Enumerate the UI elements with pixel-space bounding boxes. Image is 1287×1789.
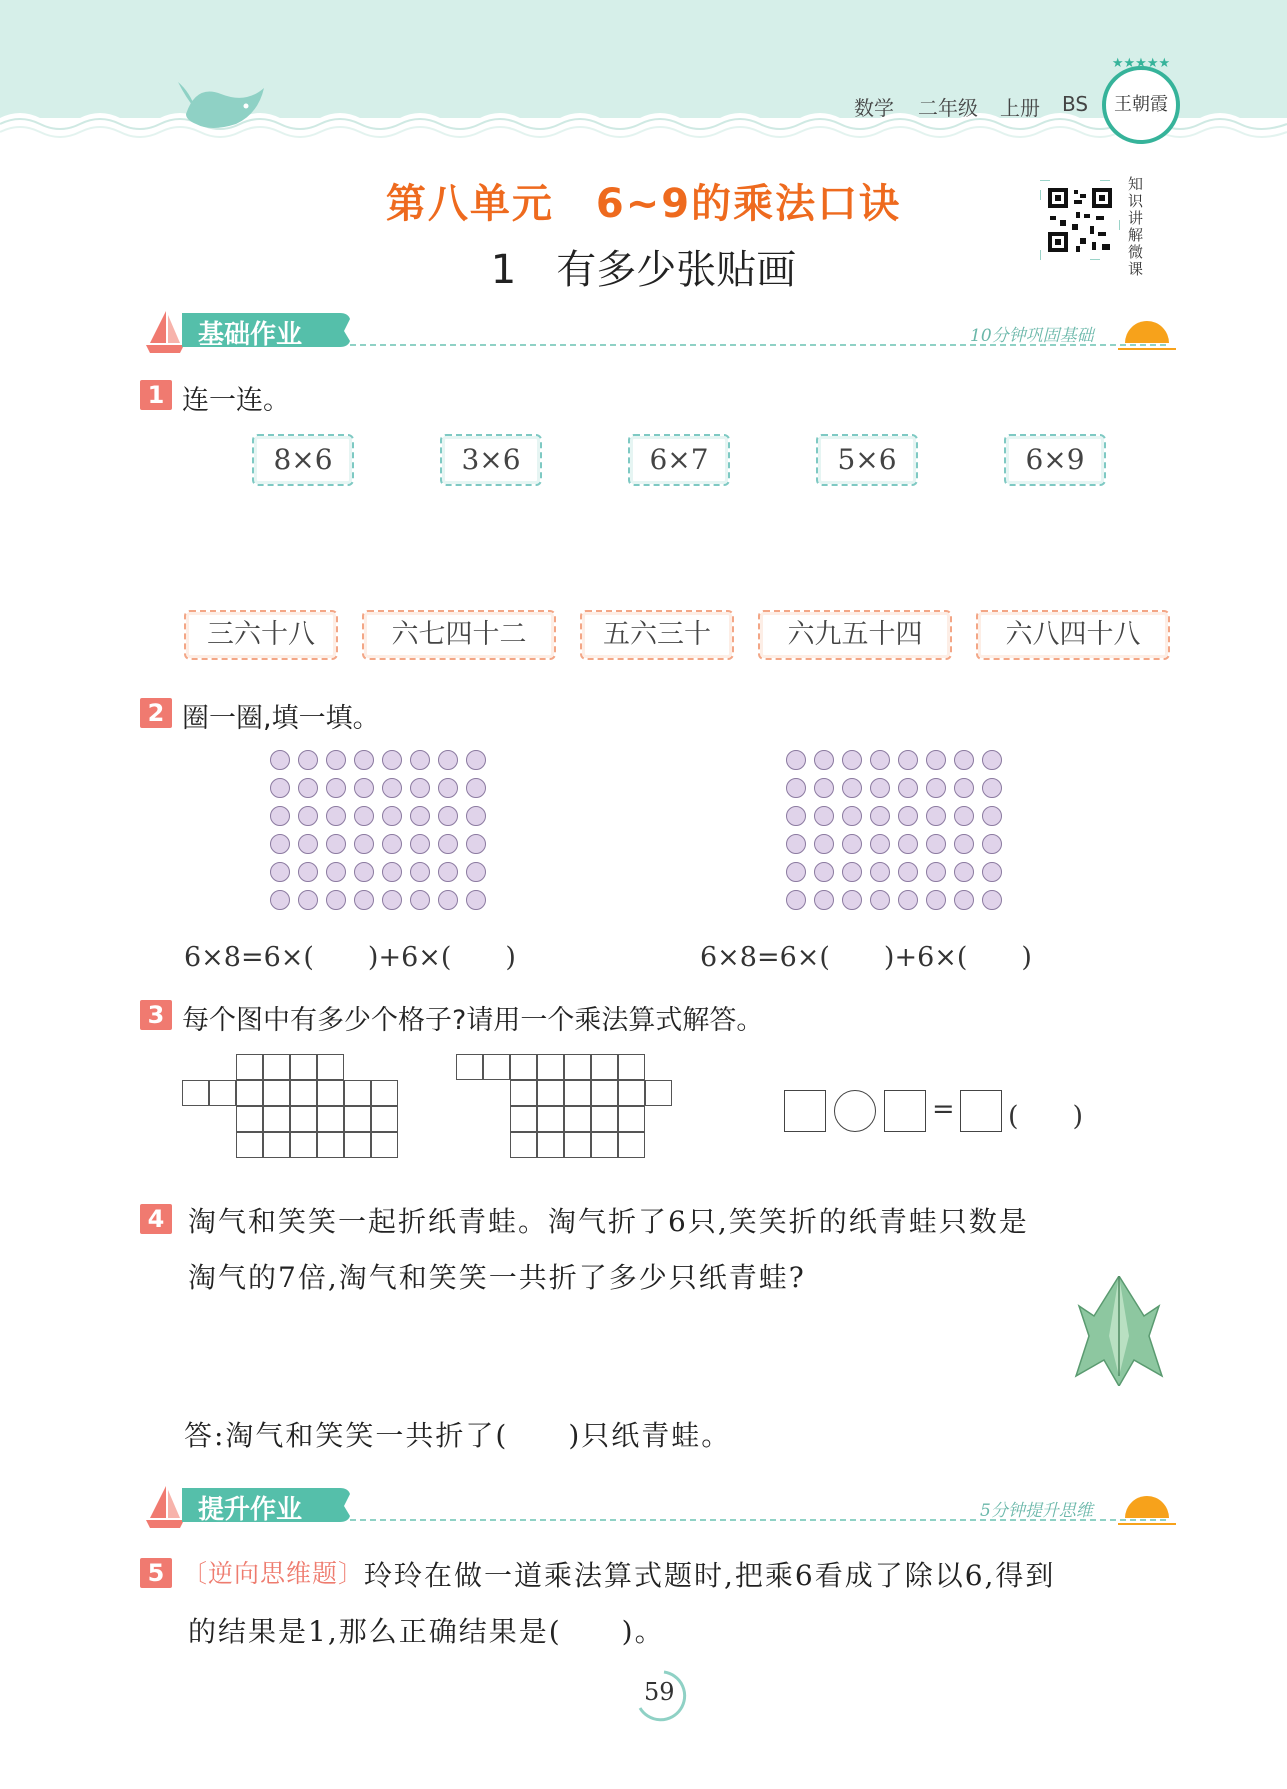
dot xyxy=(354,862,374,882)
q1-top-item[interactable]: 3×6 xyxy=(440,434,542,486)
q3-answer-box[interactable] xyxy=(960,1090,1002,1132)
grid-cell xyxy=(290,1132,317,1158)
q4-text-line2: 淘气的7倍,淘气和笑笑一共折了多少只纸青蛙? xyxy=(188,1261,806,1294)
q2-dot-array-right[interactable] xyxy=(786,750,1002,910)
dot xyxy=(870,806,890,826)
grid-cell xyxy=(236,1106,263,1132)
dot xyxy=(438,834,458,854)
dot xyxy=(926,778,946,798)
dot xyxy=(954,862,974,882)
header-edition: BS xyxy=(1062,92,1089,116)
q1-bottom-item[interactable]: 五六三十 xyxy=(580,610,734,660)
grid-cell xyxy=(371,1132,398,1158)
dot xyxy=(870,862,890,882)
grid-cell xyxy=(510,1054,537,1080)
dot xyxy=(870,750,890,770)
grid-cell xyxy=(317,1132,344,1158)
dot xyxy=(842,834,862,854)
q3-answer-box[interactable] xyxy=(884,1090,926,1132)
dot xyxy=(466,834,486,854)
q1-bottom-item[interactable]: 六八四十八 xyxy=(976,610,1170,660)
dot xyxy=(410,862,430,882)
dot xyxy=(438,750,458,770)
grid-cell xyxy=(344,1080,371,1106)
dot xyxy=(814,750,834,770)
dot xyxy=(982,750,1002,770)
grid-cell xyxy=(263,1132,290,1158)
star-icons: ★★★★★ xyxy=(1111,56,1171,71)
q1-prompt: 连一连。 xyxy=(182,385,290,416)
dot xyxy=(842,778,862,798)
grid-cell xyxy=(564,1080,591,1106)
brand-logo xyxy=(1102,56,1180,144)
grid-cell xyxy=(483,1054,510,1080)
section-advanced-label: 提升作业 xyxy=(198,1495,303,1525)
q1-top-item[interactable]: 6×7 xyxy=(628,434,730,486)
dot xyxy=(954,750,974,770)
dot xyxy=(382,834,402,854)
section-advanced-tip: 5分钟提升思维 xyxy=(980,1501,1093,1521)
grid-cell xyxy=(564,1132,591,1158)
dot xyxy=(870,778,890,798)
q3-prompt: 每个图中有多少个格子?请用一个乘法算式解答。 xyxy=(182,1005,764,1036)
grid-cell xyxy=(182,1080,209,1106)
dot xyxy=(786,834,806,854)
grid-cell xyxy=(618,1080,645,1106)
dot xyxy=(438,862,458,882)
grid-cell xyxy=(645,1080,672,1106)
q3-unit-blank[interactable]: ( ) xyxy=(1008,1101,1084,1132)
dot xyxy=(382,862,402,882)
grid-cell xyxy=(618,1054,645,1080)
dot xyxy=(382,890,402,910)
dot xyxy=(466,750,486,770)
dot xyxy=(814,834,834,854)
dot xyxy=(926,806,946,826)
dot xyxy=(954,834,974,854)
q2-number: 2 xyxy=(140,698,172,728)
grid-cell xyxy=(344,1132,371,1158)
section-advanced-bar xyxy=(140,1480,1180,1530)
grid-cell xyxy=(209,1080,236,1106)
q4-number: 4 xyxy=(140,1204,172,1234)
grid-cell xyxy=(344,1106,371,1132)
dot xyxy=(466,806,486,826)
grid-cell xyxy=(236,1080,263,1106)
grid-cell xyxy=(618,1132,645,1158)
grid-cell xyxy=(564,1106,591,1132)
grid-cell xyxy=(263,1080,290,1106)
dot xyxy=(842,862,862,882)
dot xyxy=(814,778,834,798)
dot xyxy=(954,890,974,910)
dot xyxy=(898,778,918,798)
qr-caption: 知识讲解微课 xyxy=(1128,175,1144,278)
dot xyxy=(982,778,1002,798)
q1-bottom-item[interactable]: 六九五十四 xyxy=(758,610,952,660)
grid-cell xyxy=(510,1132,537,1158)
grid-cell xyxy=(371,1080,398,1106)
q5-text-line2[interactable]: 的结果是1,那么正确结果是( )。 xyxy=(188,1615,665,1648)
dot xyxy=(354,806,374,826)
header-volume: 上册 xyxy=(1000,96,1040,120)
header-grade: 二年级 xyxy=(918,96,978,120)
dot xyxy=(326,834,346,854)
q1-top-item[interactable]: 5×6 xyxy=(816,434,918,486)
grid-cell xyxy=(317,1054,344,1080)
grid-cell xyxy=(236,1132,263,1158)
grid-cell xyxy=(263,1054,290,1080)
dot xyxy=(982,862,1002,882)
grid-cell xyxy=(564,1054,591,1080)
dot xyxy=(870,834,890,854)
q4-answer[interactable]: 答:淘气和笑笑一共折了( )只纸青蛙。 xyxy=(184,1419,732,1452)
paper-frog-image xyxy=(1074,1276,1164,1386)
grid-cell xyxy=(618,1106,645,1132)
dot xyxy=(410,778,430,798)
grid-cell xyxy=(591,1080,618,1106)
section-basic-tip: 10分钟巩固基础 xyxy=(970,326,1094,346)
dot xyxy=(298,862,318,882)
q3-answer-template xyxy=(784,1090,1114,1136)
q4-text-line1: 淘气和笑笑一起折纸青蛙。淘气折了6只,笑笑折的纸青蛙只数是 xyxy=(188,1205,1029,1238)
grid-cell xyxy=(591,1054,618,1080)
q3-grid-figure-2 xyxy=(456,1054,686,1172)
dot xyxy=(814,806,834,826)
page-number: 59 xyxy=(644,1678,675,1706)
dot xyxy=(410,806,430,826)
dot xyxy=(438,890,458,910)
dot xyxy=(982,834,1002,854)
dot xyxy=(926,890,946,910)
dot xyxy=(326,862,346,882)
dot xyxy=(786,778,806,798)
qr-code xyxy=(1040,180,1120,260)
q1-top-item[interactable]: 6×9 xyxy=(1004,434,1106,486)
dot xyxy=(786,890,806,910)
dot xyxy=(354,890,374,910)
dot xyxy=(298,778,318,798)
grid-cell xyxy=(591,1132,618,1158)
dot xyxy=(382,778,402,798)
dot xyxy=(870,890,890,910)
lesson-title: 1 有多少张贴画 xyxy=(490,247,797,293)
grid-cell xyxy=(290,1106,317,1132)
q5-number: 5 xyxy=(140,1558,172,1588)
dot xyxy=(926,750,946,770)
grid-cell xyxy=(371,1106,398,1132)
grid-cell xyxy=(317,1106,344,1132)
dot xyxy=(410,834,430,854)
dot xyxy=(298,890,318,910)
q1-bottom-item[interactable]: 三六十八 xyxy=(184,610,338,660)
dot xyxy=(298,834,318,854)
dot xyxy=(270,750,290,770)
grid-cell xyxy=(263,1106,290,1132)
grid-cell xyxy=(537,1080,564,1106)
dot xyxy=(814,862,834,882)
dot xyxy=(898,834,918,854)
dot xyxy=(898,806,918,826)
dot xyxy=(326,778,346,798)
dot xyxy=(842,750,862,770)
grid-cell xyxy=(456,1054,483,1080)
dot xyxy=(270,862,290,882)
q2-prompt: 圈一圈,填一填。 xyxy=(182,703,380,734)
q1-number: 1 xyxy=(140,380,172,410)
section-basic-bar xyxy=(140,305,1180,355)
dot xyxy=(954,778,974,798)
dot xyxy=(382,806,402,826)
dot xyxy=(898,890,918,910)
dot xyxy=(982,806,1002,826)
q3-operator-circle[interactable] xyxy=(834,1090,876,1132)
dot xyxy=(466,862,486,882)
grid-cell xyxy=(510,1106,537,1132)
dot xyxy=(814,890,834,910)
dot xyxy=(326,806,346,826)
dot xyxy=(786,862,806,882)
grid-cell xyxy=(537,1106,564,1132)
dot xyxy=(270,778,290,798)
dot xyxy=(270,834,290,854)
grid-cell xyxy=(236,1054,263,1080)
whale-icon xyxy=(176,74,276,134)
grid-cell xyxy=(317,1080,344,1106)
q1-bottom-item[interactable]: 六七四十二 xyxy=(362,610,556,660)
dot xyxy=(466,778,486,798)
dot xyxy=(354,750,374,770)
dot xyxy=(438,778,458,798)
unit-title: 第八单元 6~9的乘法口诀 xyxy=(385,181,902,227)
dot xyxy=(298,750,318,770)
dot xyxy=(382,750,402,770)
dot xyxy=(298,806,318,826)
dot xyxy=(786,806,806,826)
dot xyxy=(410,890,430,910)
q5-tag: 〔逆向思维题〕 xyxy=(182,1559,365,1588)
grid-cell xyxy=(537,1132,564,1158)
q3-answer-box[interactable] xyxy=(784,1090,826,1132)
dot xyxy=(354,778,374,798)
dot xyxy=(954,806,974,826)
dot xyxy=(270,806,290,826)
grid-cell xyxy=(290,1080,317,1106)
dot xyxy=(466,890,486,910)
dot xyxy=(842,890,862,910)
q3-equals-sign: = xyxy=(932,1094,955,1125)
dot xyxy=(326,750,346,770)
q2-equation-left[interactable]: 6×8=6×( )+6×( ) xyxy=(184,942,516,973)
dot xyxy=(270,890,290,910)
brand-name: 王朝霞 xyxy=(1114,94,1168,115)
grid-cell xyxy=(537,1054,564,1080)
dot xyxy=(438,806,458,826)
grid-cell xyxy=(290,1054,317,1080)
dot xyxy=(898,750,918,770)
dot xyxy=(926,862,946,882)
dot xyxy=(982,890,1002,910)
q3-number: 3 xyxy=(140,1000,172,1030)
q2-equation-right[interactable]: 6×8=6×( )+6×( ) xyxy=(700,942,1032,973)
grid-cell xyxy=(510,1080,537,1106)
section-basic-label: 基础作业 xyxy=(198,320,303,350)
q1-top-item[interactable]: 8×6 xyxy=(252,434,354,486)
dot xyxy=(926,834,946,854)
dot xyxy=(326,890,346,910)
grid-cell xyxy=(591,1106,618,1132)
dot xyxy=(898,862,918,882)
dot xyxy=(410,750,430,770)
dot xyxy=(786,750,806,770)
q2-dot-array-left[interactable] xyxy=(270,750,486,910)
q5-text-line1: 玲玲在做一道乘法算式题时,把乘6看成了除以6,得到 xyxy=(364,1559,1056,1592)
dot xyxy=(842,806,862,826)
dot xyxy=(354,834,374,854)
header-subject: 数学 xyxy=(854,96,894,120)
q3-grid-figure-1 xyxy=(182,1054,412,1172)
